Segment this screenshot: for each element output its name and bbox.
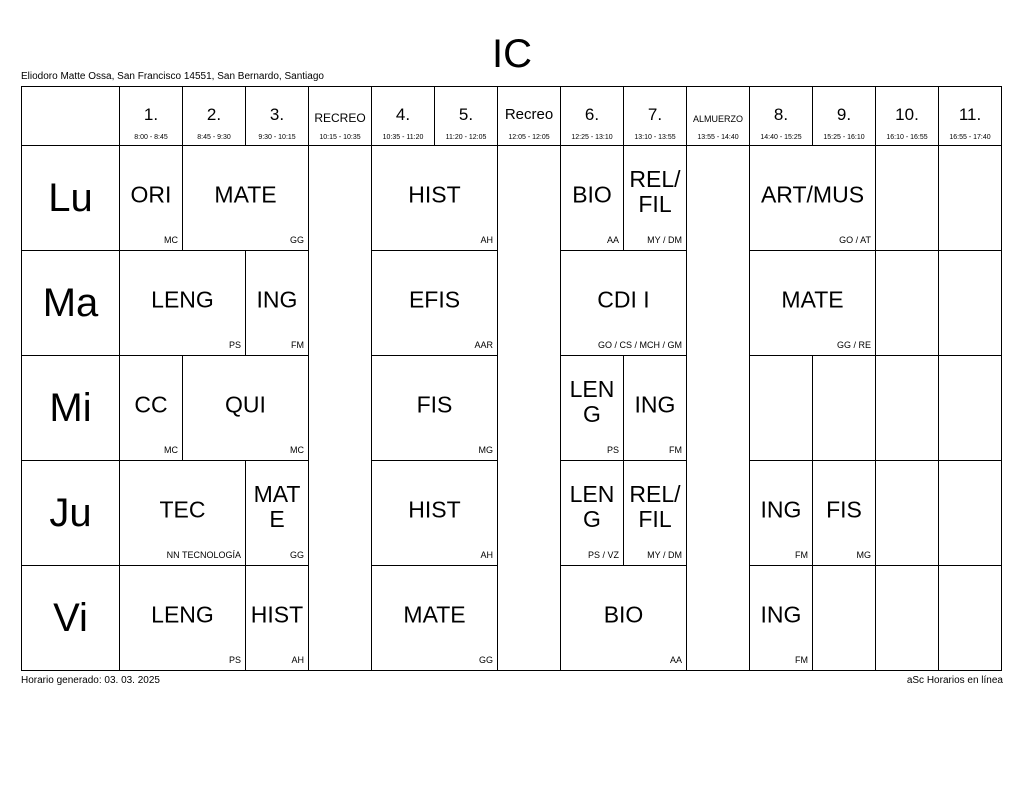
empty-cell [876, 356, 939, 461]
period-time: 16:55 - 17:40 [949, 134, 991, 141]
period-label: RECREO [314, 111, 366, 125]
period-time: 12:25 - 13:10 [571, 134, 613, 141]
period-time: 14:40 - 15:25 [760, 134, 802, 141]
lesson-cell[interactable] [372, 461, 498, 566]
lesson-cell[interactable] [372, 566, 498, 671]
period-label: ALMUERZO [692, 114, 743, 124]
lesson-teacher: MG [856, 550, 871, 560]
lesson-subject: BIO [603, 601, 644, 628]
lesson-cell[interactable] [750, 251, 876, 356]
lesson-subject: ING [256, 286, 298, 313]
lesson-teacher: FM [795, 655, 808, 665]
lesson-teacher: MY / DM [647, 550, 682, 560]
period-label: 3. [269, 105, 285, 124]
lesson-teacher: GG [289, 235, 304, 245]
lesson-teacher: PS [606, 445, 619, 455]
lesson-teacher: MC [290, 445, 304, 455]
lesson-teacher: FM [795, 550, 808, 560]
period-header [183, 87, 246, 146]
day-label [22, 146, 120, 251]
lesson-subject: ORI [130, 181, 172, 208]
day-row-lu [22, 146, 1002, 251]
lesson-cell[interactable] [120, 566, 246, 671]
lesson-teacher: PS [228, 655, 241, 665]
lesson-teacher: AH [480, 550, 493, 560]
period-header [624, 87, 687, 146]
lesson-subject: TEC [159, 496, 206, 523]
empty-cell [939, 356, 1002, 461]
period-label: 4. [395, 105, 411, 124]
lesson-subject: LENG [569, 376, 615, 427]
period-label: 7. [647, 105, 663, 124]
lesson-cell[interactable] [624, 356, 687, 461]
lesson-subject: ART/MUS [760, 181, 865, 208]
lesson-teacher: MC [164, 445, 178, 455]
lesson-cell[interactable] [561, 566, 687, 671]
timetable-grid [21, 86, 1002, 671]
lesson-teacher: AH [480, 235, 493, 245]
lesson-cell[interactable] [120, 356, 183, 461]
break-header [309, 87, 372, 146]
period-time: 8:45 - 9:30 [197, 134, 231, 141]
lesson-teacher: GO / CS / MCH / GM [597, 340, 682, 350]
day-name: Ju [49, 491, 92, 535]
generated-date: Horario generado: 03. 03. 2025 [21, 675, 160, 686]
timetable-title: IC [492, 32, 532, 76]
lesson-teacher: MY / DM [647, 235, 682, 245]
lesson-cell[interactable] [624, 461, 687, 566]
lesson-cell[interactable] [120, 251, 246, 356]
period-header [876, 87, 939, 146]
period-time: 9:30 - 10:15 [258, 134, 296, 141]
lesson-teacher: MC [164, 235, 178, 245]
period-header [561, 87, 624, 146]
day-label [22, 566, 120, 671]
period-label: 11. [958, 105, 982, 124]
lesson-teacher: PS [228, 340, 241, 350]
period-time: 13:10 - 13:55 [634, 134, 676, 141]
lesson-cell[interactable] [246, 251, 309, 356]
lesson-subject: FIS [416, 391, 453, 418]
empty-cell [813, 566, 876, 671]
lesson-cell[interactable] [813, 461, 876, 566]
lesson-teacher: GG [478, 655, 493, 665]
lesson-subject: QUI [225, 391, 266, 418]
break-header [498, 87, 561, 146]
period-label: 2. [206, 105, 222, 124]
empty-cell [813, 356, 876, 461]
empty-cell [876, 146, 939, 251]
lesson-subject: MATE [214, 181, 277, 208]
period-label: 10. [895, 105, 919, 124]
lesson-teacher: GG [289, 550, 304, 560]
period-header [435, 87, 498, 146]
period-header [813, 87, 876, 146]
period-label: Recreo [504, 106, 554, 123]
lesson-subject: HIST [408, 181, 461, 208]
period-time: 16:10 - 16:55 [886, 134, 928, 141]
lesson-cell[interactable] [120, 461, 246, 566]
period-header [120, 87, 183, 146]
lesson-cell[interactable] [750, 461, 813, 566]
lesson-teacher: FM [291, 340, 304, 350]
lesson-cell[interactable] [372, 146, 498, 251]
lesson-teacher: NN TECNOLOGÍA [166, 550, 241, 560]
period-time: 11:20 - 12:05 [445, 134, 487, 141]
lesson-teacher: AA [606, 235, 619, 245]
lesson-subject: HIST [250, 601, 304, 628]
lesson-teacher: AAR [474, 340, 493, 350]
lesson-subject: LENG [151, 601, 214, 628]
lesson-subject: ING [760, 601, 802, 628]
day-name: Vi [53, 596, 88, 640]
day-label [22, 251, 120, 356]
day-label [22, 461, 120, 566]
lesson-subject: MATE [403, 601, 466, 628]
period-time: 15:25 - 16:10 [823, 134, 865, 141]
periods-header-row [22, 87, 1002, 146]
lesson-teacher: AA [669, 655, 682, 665]
break-header [687, 87, 750, 146]
empty-cell [939, 251, 1002, 356]
corner-cell [22, 87, 120, 146]
lesson-teacher: GO / AT [839, 235, 871, 245]
lesson-subject: FIS [826, 496, 862, 523]
lesson-cell[interactable] [183, 356, 309, 461]
break-column [498, 146, 561, 671]
lesson-subject: REL/FIL [629, 166, 681, 217]
lunch-column [687, 146, 750, 671]
lesson-teacher: FM [669, 445, 682, 455]
lesson-cell[interactable] [372, 251, 498, 356]
period-time: 12:05 - 12:05 [508, 134, 550, 141]
period-label: 1. [143, 105, 159, 124]
lesson-cell[interactable] [561, 146, 624, 251]
empty-cell [939, 146, 1002, 251]
lesson-subject: REL/FIL [629, 481, 681, 532]
period-time: 10:35 - 11:20 [382, 134, 424, 141]
lesson-subject: ING [634, 391, 676, 418]
period-label: 9. [836, 105, 852, 124]
break-column [309, 146, 372, 671]
lesson-cell[interactable] [246, 566, 309, 671]
lesson-cell[interactable] [750, 146, 876, 251]
lesson-cell[interactable] [624, 146, 687, 251]
lesson-subject: LENG [151, 286, 214, 313]
lesson-cell[interactable] [183, 146, 309, 251]
period-time: 13:55 - 14:40 [697, 134, 739, 141]
period-label: 8. [773, 105, 789, 124]
period-header [246, 87, 309, 146]
lesson-subject: HIST [408, 496, 461, 523]
lesson-cell[interactable] [372, 356, 498, 461]
empty-cell [750, 356, 813, 461]
lesson-cell[interactable] [120, 146, 183, 251]
empty-cell [876, 251, 939, 356]
period-time: 10:15 - 10:35 [319, 134, 361, 141]
lesson-cell[interactable] [561, 251, 687, 356]
lesson-cell[interactable] [246, 461, 309, 566]
empty-cell [939, 566, 1002, 671]
lesson-subject: EFIS [408, 286, 461, 313]
period-label: 6. [584, 105, 600, 124]
lesson-teacher: GG / RE [836, 340, 871, 350]
brand-label: aSc Horarios en línea [906, 675, 1003, 686]
lesson-teacher: AH [291, 655, 304, 665]
day-name: Mi [49, 386, 92, 430]
lesson-subject: CDI I [597, 286, 650, 313]
lesson-subject: LENG [569, 481, 615, 532]
period-header [372, 87, 435, 146]
lesson-subject: ING [760, 496, 802, 523]
empty-cell [876, 461, 939, 566]
lesson-subject: CC [134, 391, 168, 418]
lesson-cell[interactable] [561, 356, 624, 461]
lesson-subject: MATE [781, 286, 844, 313]
period-label: 5. [458, 105, 474, 124]
empty-cell [939, 461, 1002, 566]
period-header [939, 87, 1002, 146]
day-name: Ma [42, 281, 99, 325]
lesson-subject: BIO [572, 181, 612, 208]
lesson-cell[interactable] [561, 461, 624, 566]
school-address: Eliodoro Matte Ossa, San Francisco 14551, San Bernardo, Santiago [21, 71, 324, 82]
lesson-cell[interactable] [750, 566, 813, 671]
day-label [22, 356, 120, 461]
day-name: Lu [48, 176, 93, 220]
lesson-teacher: PS / VZ [587, 550, 619, 560]
period-time: 8:00 - 8:45 [134, 134, 168, 141]
lesson-subject: MATE [253, 481, 301, 532]
period-header [750, 87, 813, 146]
empty-cell [876, 566, 939, 671]
lesson-teacher: MG [478, 445, 493, 455]
